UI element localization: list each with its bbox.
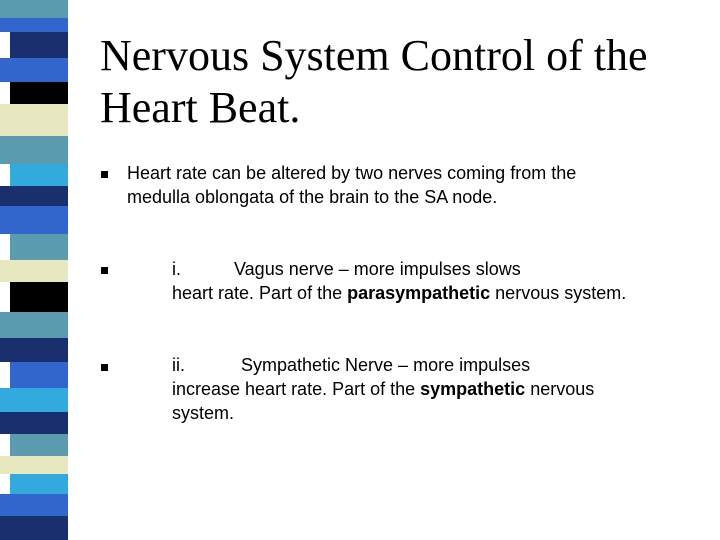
- bullet-2-line-2-prefix: heart rate. Part of the: [172, 283, 348, 303]
- stripe-block: [0, 0, 68, 18]
- bullet-1-line-2: medulla oblongata of the brain to the SA node.: [127, 187, 498, 207]
- stripe-block: [0, 456, 68, 474]
- stripe-block: [0, 58, 68, 82]
- bullet-3-bold-term: sympathetic: [420, 379, 526, 399]
- bullet-2-line-1: Vagus nerve – more impulses slows: [234, 259, 521, 279]
- bullet-2-line-2-suffix: nervous system.: [490, 283, 627, 303]
- bullet-2-bold-term: parasympathetic: [347, 283, 491, 303]
- bullet-1-text: [127, 161, 687, 209]
- bullet-square-icon: [101, 171, 108, 178]
- bullet-3-line-1: Sympathetic Nerve – more impulses: [241, 355, 531, 375]
- stripe-block: [0, 312, 68, 338]
- bullet-3-number: ii.: [172, 355, 185, 375]
- stripe-block: [0, 186, 68, 206]
- stripe-block: [0, 136, 68, 164]
- bullet-1-line-1: Heart rate can be altered by two nerves coming from the: [127, 163, 577, 183]
- stripe-block: [0, 516, 68, 540]
- stripe-block: [0, 260, 68, 282]
- stripe-block: [0, 104, 68, 136]
- title-line-2: Heart Beat.: [100, 83, 301, 132]
- stripe-block: [10, 474, 68, 494]
- stripe-block: [0, 206, 68, 234]
- stripe-block: [0, 388, 68, 412]
- bullet-3-line-2-suffix: nervous: [525, 379, 595, 399]
- bullet-square-icon: [101, 364, 108, 371]
- stripe-block: [10, 362, 68, 388]
- bullet-3-line-2-prefix: increase heart rate. Part of the: [172, 379, 421, 399]
- stripe-block: [0, 412, 68, 434]
- bullet-2-number: i.: [172, 259, 181, 279]
- slide-title: [100, 30, 700, 134]
- title-line-1: Nervous System Control of the: [100, 31, 648, 80]
- bullet-square-icon: [101, 267, 108, 274]
- stripe-block: [10, 234, 68, 260]
- stripe-block: [0, 494, 68, 516]
- stripe-block: [0, 18, 68, 32]
- stripe-block: [10, 164, 68, 186]
- stripe-block: [10, 82, 68, 104]
- stripe-block: [10, 32, 68, 58]
- decorative-stripe: [0, 0, 68, 540]
- stripe-block: [0, 338, 68, 362]
- stripe-block: [10, 282, 68, 312]
- bullet-3-text: [172, 353, 712, 425]
- bullet-3-line-3: system.: [172, 403, 235, 423]
- stripe-block: [10, 434, 68, 456]
- bullet-2-text: [172, 257, 712, 305]
